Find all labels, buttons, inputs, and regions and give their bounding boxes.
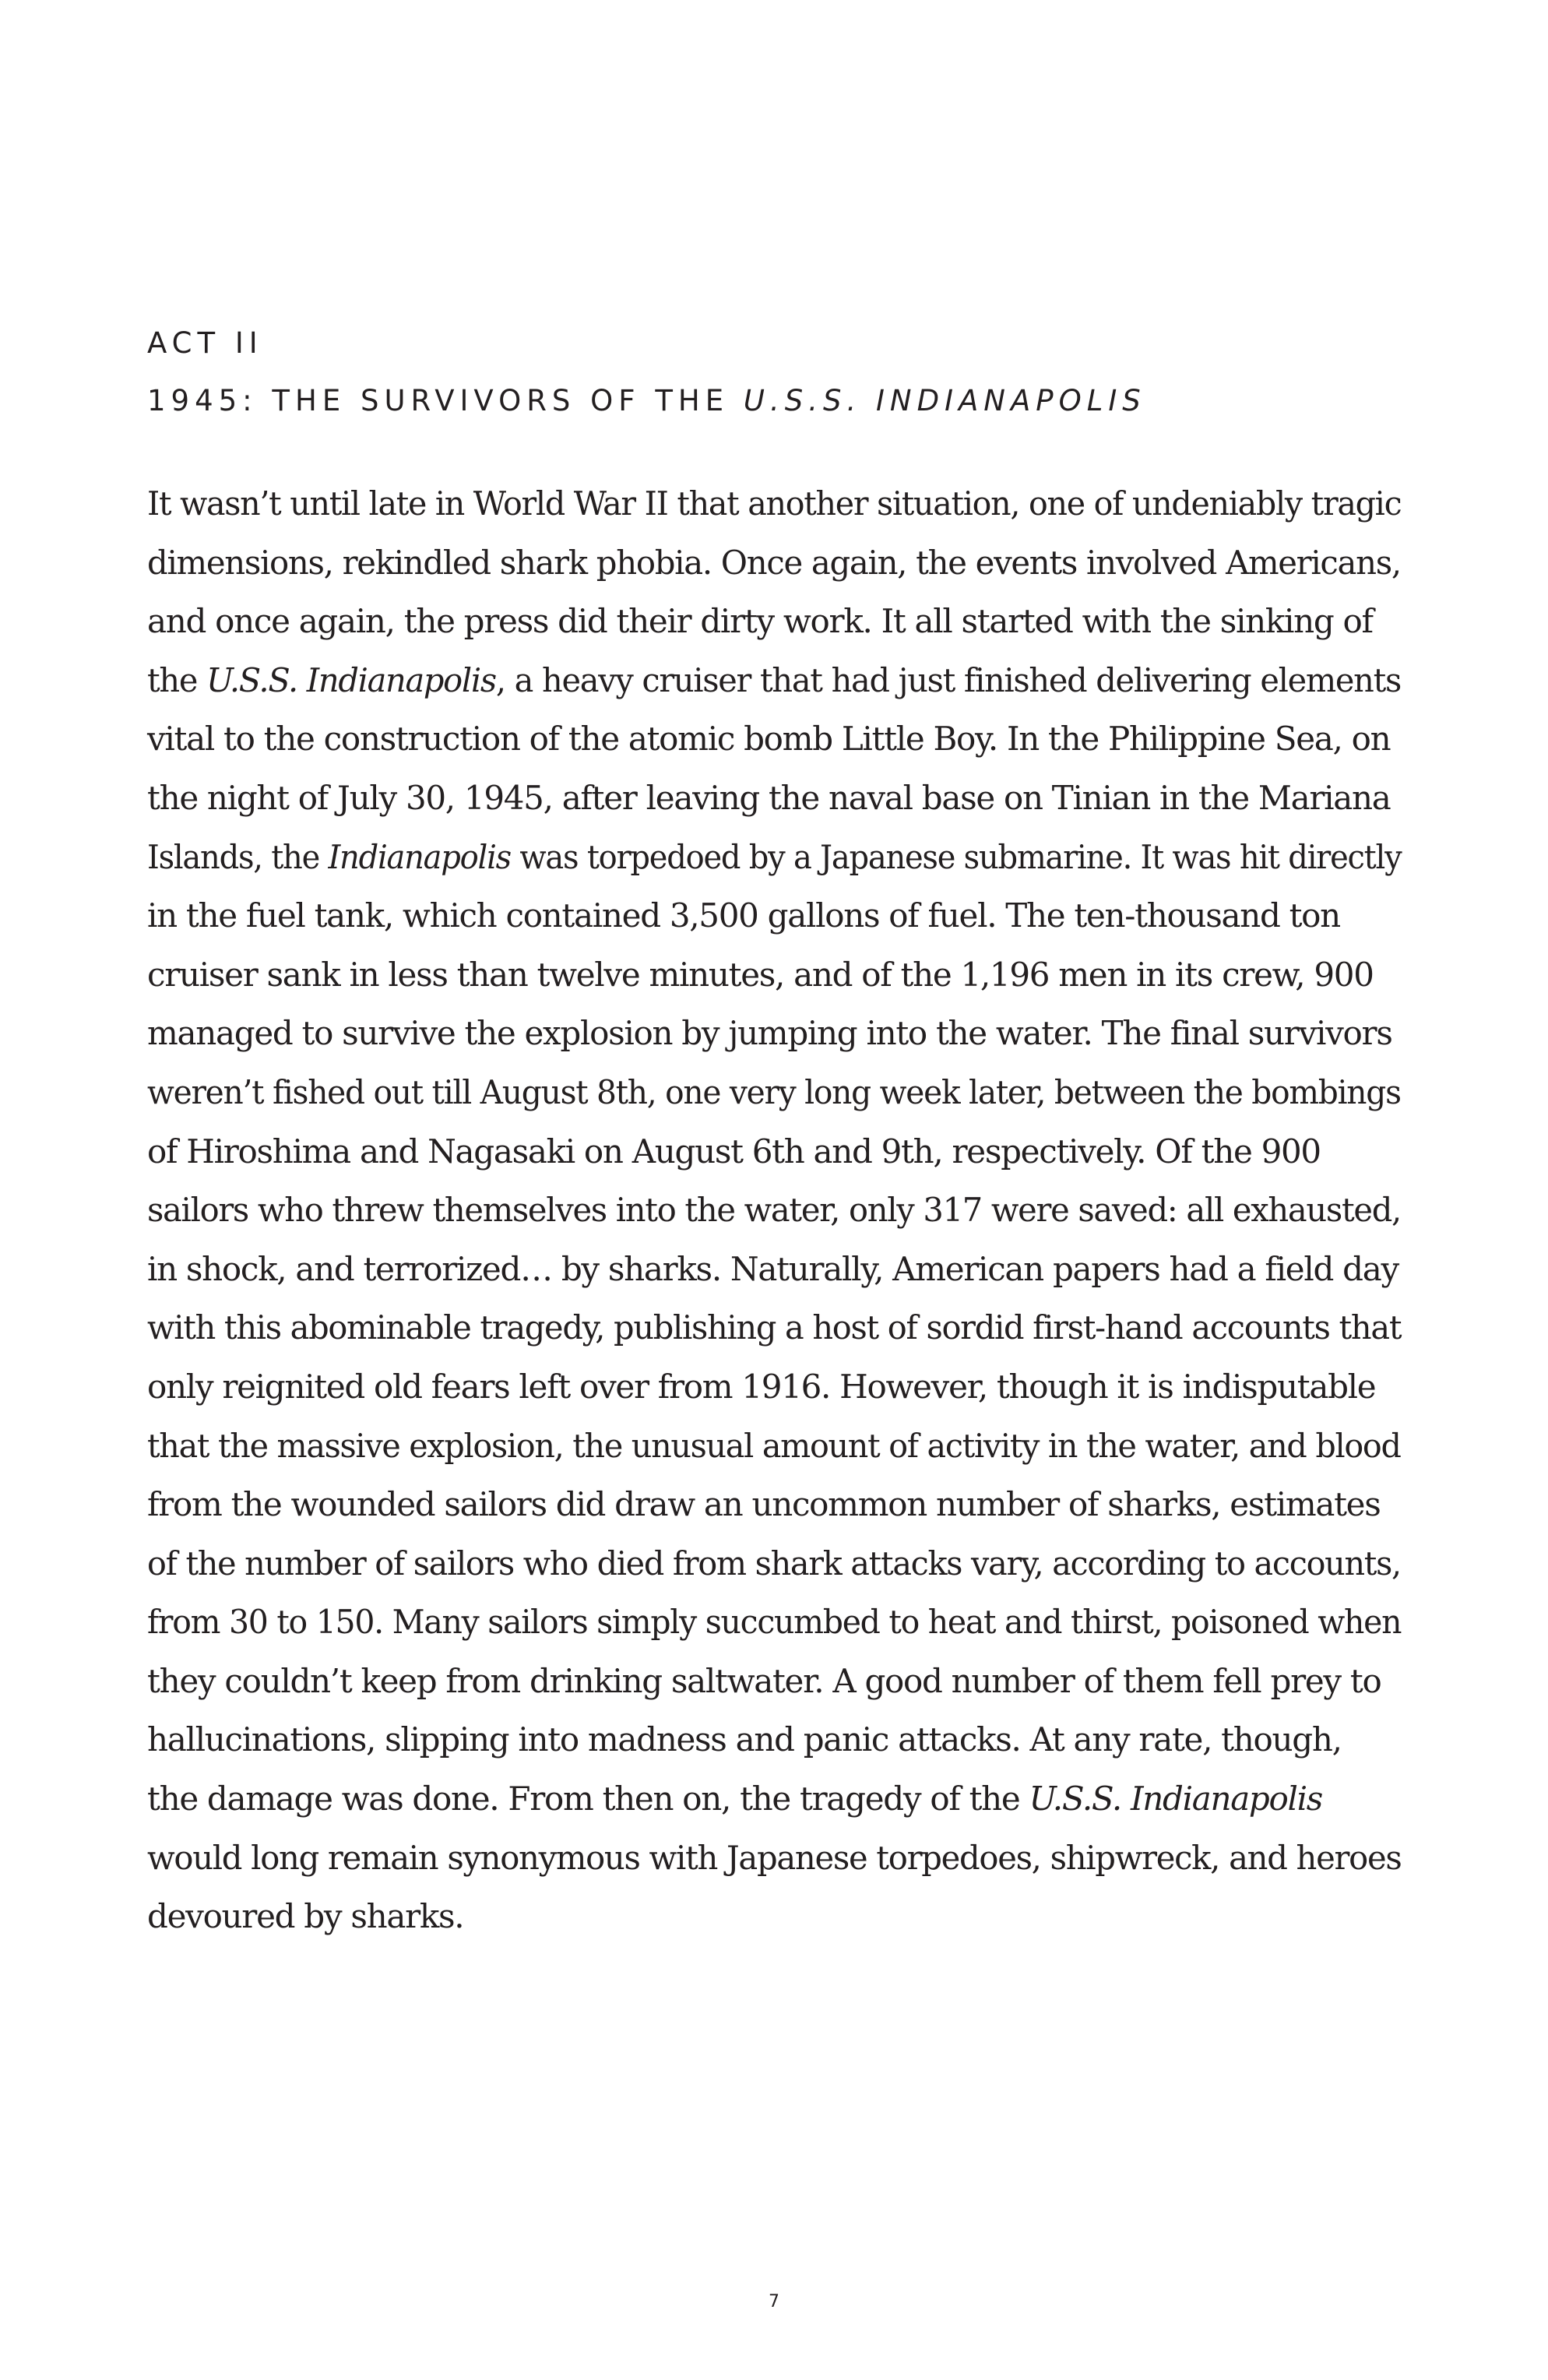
- text-line: [147, 1534, 1401, 1593]
- chapter-subtitle-text: 1945: THE SURVIVORS OF THE: [147, 384, 744, 417]
- text-run: and once again, the press did their dirty work. It all started with the sinking of: [147, 602, 1373, 641]
- text-line: [147, 945, 1401, 1005]
- text-run: in the fuel tank, which contained 3,500 gallons of fuel. The ten-thousand ton: [147, 896, 1340, 935]
- text-line: [147, 1298, 1402, 1357]
- text-run: cruiser sank in less than twelve minutes, and of the 1,196 men in its crew, 900: [147, 955, 1374, 994]
- page-number: 7: [769, 2292, 779, 2311]
- text-line: [147, 1357, 1401, 1417]
- italic-text: U.S.S. Indianapolis: [206, 660, 496, 699]
- text-run: of the number of sailors who died from shark attacks vary, according to accounts,: [147, 1544, 1401, 1583]
- chapter-subtitle: [147, 372, 1146, 430]
- text-line: [147, 1829, 1402, 1888]
- text-line: [147, 1240, 1401, 1299]
- text-run: only reignited old fears left over from 1916. However, though it is indisputable: [147, 1367, 1376, 1406]
- text-line: [147, 651, 1402, 710]
- text-run: hallucinations, slipping into madness and panic attacks. At any rate, though,: [147, 1720, 1342, 1759]
- text-run: dimensions, rekindled shark phobia. Once again, the events involved Americans,: [147, 543, 1401, 582]
- text-run: was torpedoed by a Japanese submarine. It was hit directly: [510, 837, 1402, 876]
- act-label: ACT II: [147, 326, 263, 360]
- text-run: the night of July 30, 1945, after leaving the naval base on Tinian in the Mariana: [147, 778, 1391, 817]
- text-run: Islands, the: [147, 837, 329, 876]
- text-line: [147, 1475, 1401, 1534]
- text-line: [147, 1652, 1401, 1711]
- chapter-subtitle-ship-name: U.S.S. INDIANAPOLIS: [743, 384, 1146, 417]
- text-run: , a heavy cruiser that had just finished delivering elements: [495, 660, 1402, 699]
- text-run: the: [147, 660, 206, 699]
- text-run: that the massive explosion, the unusual amount of activity in the water, and blood: [147, 1426, 1401, 1465]
- text-line: [147, 1181, 1401, 1240]
- text-line: [147, 709, 1401, 769]
- text-line: [147, 1887, 1401, 1946]
- text-line: [147, 1122, 1401, 1181]
- chapter-heading: [147, 315, 1146, 430]
- text-run: sailors who threw themselves into the water, only 317 were saved: all exhausted,: [147, 1191, 1401, 1230]
- text-line: [147, 1417, 1401, 1476]
- text-line: [147, 828, 1402, 887]
- italic-text: U.S.S. Indianapolis: [1029, 1780, 1323, 1818]
- text-run: in shock, and terrorized… by sharks. Naturally, American papers had a field day: [147, 1249, 1398, 1288]
- text-line: [147, 1710, 1401, 1769]
- text-run: from the wounded sailors did draw an uncommon number of sharks, estimates: [147, 1485, 1381, 1524]
- text-run: devoured by sharks.: [147, 1897, 464, 1936]
- text-run: would long remain synonymous with Japanese torpedoes, shipwreck, and heroes: [147, 1838, 1402, 1877]
- text-run: with this abominable tragedy, publishing a host of sordid first-hand accounts that: [147, 1308, 1402, 1347]
- text-run: managed to survive the explosion by jumping into the water. The final survivors: [147, 1014, 1392, 1053]
- text-line: [147, 886, 1401, 945]
- text-run: the damage was done. From then on, the tragedy of the: [147, 1780, 1029, 1818]
- text-line: [147, 1063, 1401, 1122]
- body-paragraph: [147, 474, 1401, 1946]
- text-line: [147, 474, 1402, 533]
- text-run: weren’t fished out till August 8th, one very long week later, between the bombings: [147, 1072, 1401, 1111]
- text-line: [147, 1593, 1402, 1652]
- text-line: [147, 592, 1401, 651]
- text-run: vital to the construction of the atomic bomb Little Boy. In the Philippine Sea, on: [147, 720, 1391, 759]
- italic-text: Indianapolis: [328, 837, 511, 876]
- text-line: [147, 1769, 1401, 1829]
- text-run: they couldn’t keep from drinking saltwater. A good number of them fell prey to: [147, 1661, 1381, 1700]
- text-run: It wasn’t until late in World War II that another situation, one of undeniably tragic: [147, 484, 1402, 523]
- text-line: [147, 1004, 1401, 1063]
- text-run: from 30 to 150. Many sailors simply succumbed to heat and thirst, poisoned when: [147, 1603, 1402, 1642]
- text-run: of Hiroshima and Nagasaki on August 6th and 9th, respectively. Of the 900: [147, 1132, 1321, 1171]
- text-line: [147, 769, 1401, 828]
- text-line: [147, 533, 1401, 593]
